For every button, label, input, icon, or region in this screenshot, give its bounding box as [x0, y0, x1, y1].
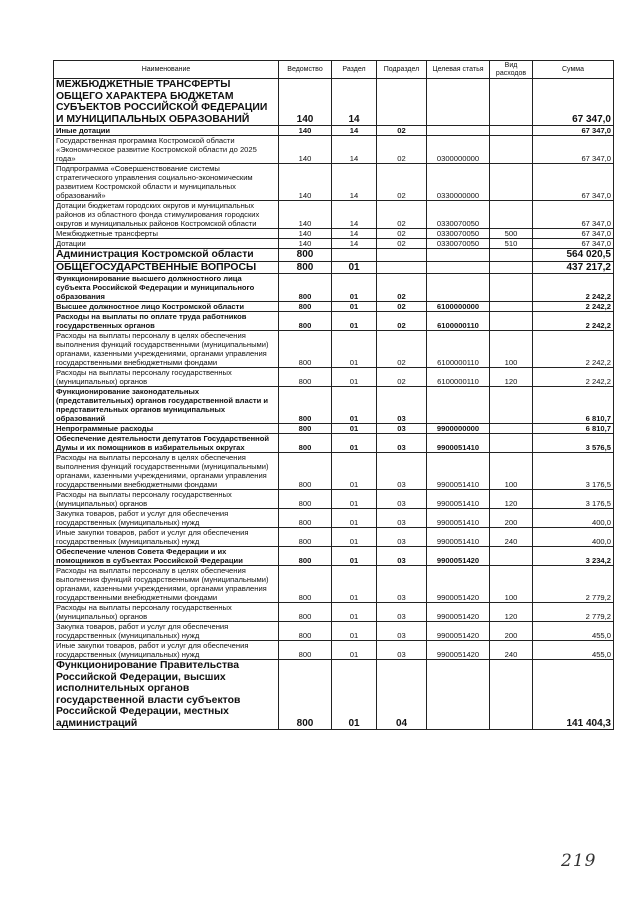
cell-amount: 67 347,0 — [533, 136, 614, 164]
cell-expense-type: 200 — [490, 622, 533, 641]
cell-name: Государственная программа Костромской области «Экономическое развитие Костромской области до 2025 года» — [54, 136, 279, 164]
cell-name: Высшее должностное лицо Костромской области — [54, 302, 279, 312]
cell-expense-type — [490, 164, 533, 201]
cell-amount: 67 347,0 — [533, 126, 614, 136]
cell-expense-type: 120 — [490, 368, 533, 387]
cell-amount: 67 347,0 — [533, 79, 614, 126]
cell-expense-type: 100 — [490, 453, 533, 490]
header-department: Ведомство — [279, 61, 332, 79]
cell-department: 140 — [279, 229, 332, 239]
cell-section: 01 — [332, 274, 377, 302]
cell-target-article: 9900051420 — [427, 547, 490, 566]
cell-amount: 2 779,2 — [533, 603, 614, 622]
cell-expense-type — [490, 79, 533, 126]
cell-amount: 400,0 — [533, 509, 614, 528]
cell-subsection: 04 — [377, 660, 427, 730]
cell-expense-type — [490, 547, 533, 566]
table-row — [54, 261, 614, 274]
header-name: Наименование — [54, 61, 279, 79]
cell-subsection: 02 — [377, 368, 427, 387]
cell-expense-type — [490, 424, 533, 434]
cell-expense-type: 240 — [490, 528, 533, 547]
cell-subsection: 03 — [377, 641, 427, 660]
table-row — [54, 622, 614, 641]
cell-expense-type — [490, 201, 533, 229]
cell-target-article — [427, 249, 490, 262]
cell-department: 140 — [279, 79, 332, 126]
cell-expense-type — [490, 434, 533, 453]
cell-amount: 2 242,2 — [533, 312, 614, 331]
cell-name: Дотации — [54, 239, 279, 249]
cell-amount: 3 176,5 — [533, 453, 614, 490]
cell-department: 140 — [279, 126, 332, 136]
cell-amount: 141 404,3 — [533, 660, 614, 730]
cell-subsection: 03 — [377, 528, 427, 547]
cell-name: Расходы на выплаты персоналу в целях обеспечения выполнения функций государственными (муниципальными) органами, казенными учреждениями, органами управления государственными внебюджетными фондами — [54, 566, 279, 603]
cell-expense-type: 120 — [490, 603, 533, 622]
cell-name: Функционирование законодательных (представительных) органов государственной власти и представительных органов муниципальных образований — [54, 387, 279, 424]
cell-department: 800 — [279, 312, 332, 331]
cell-section — [332, 249, 377, 262]
cell-section: 14 — [332, 136, 377, 164]
cell-subsection: 03 — [377, 453, 427, 490]
cell-subsection: 02 — [377, 312, 427, 331]
cell-expense-type — [490, 312, 533, 331]
cell-expense-type — [490, 660, 533, 730]
cell-section: 01 — [332, 660, 377, 730]
cell-target-article: 0330070050 — [427, 239, 490, 249]
table-row — [54, 509, 614, 528]
cell-amount: 3 234,2 — [533, 547, 614, 566]
cell-section: 14 — [332, 126, 377, 136]
cell-subsection: 02 — [377, 126, 427, 136]
cell-subsection: 02 — [377, 274, 427, 302]
cell-department: 800 — [279, 490, 332, 509]
table-row — [54, 490, 614, 509]
cell-section: 01 — [332, 368, 377, 387]
table-row — [54, 547, 614, 566]
table-row — [54, 528, 614, 547]
cell-name: Непрограммные расходы — [54, 424, 279, 434]
table-row — [54, 603, 614, 622]
cell-target-article: 9900051410 — [427, 509, 490, 528]
cell-section: 14 — [332, 79, 377, 126]
cell-department: 800 — [279, 261, 332, 274]
cell-target-article: 9900051410 — [427, 453, 490, 490]
table-row — [54, 164, 614, 201]
cell-section: 01 — [332, 434, 377, 453]
cell-subsection: 02 — [377, 136, 427, 164]
cell-subsection: 02 — [377, 302, 427, 312]
table-row — [54, 302, 614, 312]
cell-section: 01 — [332, 331, 377, 368]
header-amount: Сумма — [533, 61, 614, 79]
table-row — [54, 126, 614, 136]
cell-expense-type — [490, 249, 533, 262]
cell-section: 14 — [332, 164, 377, 201]
cell-amount: 67 347,0 — [533, 201, 614, 229]
cell-section: 14 — [332, 201, 377, 229]
cell-department: 800 — [279, 331, 332, 368]
cell-expense-type: 100 — [490, 566, 533, 603]
cell-target-article: 0330070050 — [427, 229, 490, 239]
cell-subsection: 03 — [377, 566, 427, 603]
cell-name: ОБЩЕГОСУДАРСТВЕННЫЕ ВОПРОСЫ — [54, 261, 279, 274]
cell-department: 800 — [279, 387, 332, 424]
table-row — [54, 79, 614, 126]
cell-section: 01 — [332, 312, 377, 331]
cell-subsection: 02 — [377, 229, 427, 239]
cell-expense-type — [490, 302, 533, 312]
cell-subsection: 03 — [377, 424, 427, 434]
cell-expense-type: 120 — [490, 490, 533, 509]
cell-name: Иные дотации — [54, 126, 279, 136]
cell-target-article — [427, 79, 490, 126]
cell-target-article — [427, 261, 490, 274]
cell-amount: 564 020,5 — [533, 249, 614, 262]
table-header-row — [54, 61, 614, 79]
cell-amount: 3 176,5 — [533, 490, 614, 509]
cell-target-article — [427, 274, 490, 302]
cell-target-article: 0300000000 — [427, 136, 490, 164]
table-row — [54, 312, 614, 331]
cell-expense-type — [490, 274, 533, 302]
cell-department: 800 — [279, 660, 332, 730]
cell-department: 800 — [279, 547, 332, 566]
table-row — [54, 249, 614, 262]
cell-name: Расходы на выплаты персоналу государственных (муниципальных) органов — [54, 368, 279, 387]
cell-department: 800 — [279, 434, 332, 453]
cell-department: 800 — [279, 622, 332, 641]
cell-department: 800 — [279, 509, 332, 528]
cell-department: 800 — [279, 603, 332, 622]
cell-name: Расходы на выплаты персоналу государственных (муниципальных) органов — [54, 490, 279, 509]
cell-section: 01 — [332, 490, 377, 509]
table-row — [54, 434, 614, 453]
cell-name: МЕЖБЮДЖЕТНЫЕ ТРАНСФЕРТЫ ОБЩЕГО ХАРАКТЕРА БЮДЖЕТАМ СУБЪЕКТОВ РОССИЙСКОЙ ФЕДЕРАЦИИ И МУНИЦИПАЛЬНЫХ ОБРАЗОВАНИЙ — [54, 79, 279, 126]
cell-target-article: 9900051420 — [427, 566, 490, 603]
cell-section: 01 — [332, 261, 377, 274]
cell-expense-type — [490, 126, 533, 136]
cell-amount: 2 242,2 — [533, 368, 614, 387]
cell-section: 01 — [332, 387, 377, 424]
cell-name: Закупка товаров, работ и услуг для обеспечения государственных (муниципальных) нужд — [54, 622, 279, 641]
cell-name: Обеспечение деятельности депутатов Государственной Думы и их помощников в избирательных округах — [54, 434, 279, 453]
cell-target-article — [427, 387, 490, 424]
cell-section: 01 — [332, 603, 377, 622]
cell-department: 800 — [279, 528, 332, 547]
table-row — [54, 660, 614, 730]
cell-name: Расходы на выплаты по оплате труда работников государственных органов — [54, 312, 279, 331]
cell-amount: 67 347,0 — [533, 229, 614, 239]
cell-amount: 2 242,2 — [533, 302, 614, 312]
cell-target-article: 6100000000 — [427, 302, 490, 312]
cell-department: 140 — [279, 136, 332, 164]
cell-section: 01 — [332, 566, 377, 603]
cell-subsection: 02 — [377, 239, 427, 249]
cell-subsection: 03 — [377, 509, 427, 528]
cell-target-article: 9900051420 — [427, 622, 490, 641]
cell-subsection: 03 — [377, 434, 427, 453]
cell-section: 14 — [332, 229, 377, 239]
cell-subsection: 02 — [377, 201, 427, 229]
table-row — [54, 201, 614, 229]
cell-amount: 2 242,2 — [533, 331, 614, 368]
cell-target-article: 9900051420 — [427, 603, 490, 622]
cell-name: Расходы на выплаты персоналу в целях обеспечения выполнения функций государственными (муниципальными) органами, казенными учреждениями, органами управления государственными внебюджетными фондами — [54, 453, 279, 490]
table-row — [54, 229, 614, 239]
cell-subsection: 03 — [377, 387, 427, 424]
cell-name: Подпрограмма «Совершенствование системы стратегического управления социально-экономическим развитием Костромской области и муниципальных образований» — [54, 164, 279, 201]
header-subsection: Подраздел — [377, 61, 427, 79]
cell-department: 800 — [279, 641, 332, 660]
cell-expense-type — [490, 387, 533, 424]
cell-target-article: 9900051410 — [427, 528, 490, 547]
cell-department: 140 — [279, 201, 332, 229]
cell-name: Иные закупки товаров, работ и услуг для обеспечения государственных (муниципальных) нужд — [54, 528, 279, 547]
cell-department: 140 — [279, 164, 332, 201]
cell-expense-type: 510 — [490, 239, 533, 249]
cell-target-article: 6100000110 — [427, 331, 490, 368]
cell-expense-type: 240 — [490, 641, 533, 660]
cell-target-article: 9900000000 — [427, 424, 490, 434]
cell-section: 01 — [332, 509, 377, 528]
cell-department: 800 — [279, 453, 332, 490]
cell-target-article — [427, 660, 490, 730]
cell-section: 01 — [332, 528, 377, 547]
cell-amount: 3 576,5 — [533, 434, 614, 453]
cell-target-article: 6100000110 — [427, 312, 490, 331]
cell-subsection: 03 — [377, 547, 427, 566]
cell-subsection: 02 — [377, 164, 427, 201]
cell-name: Расходы на выплаты персоналу государственных (муниципальных) органов — [54, 603, 279, 622]
cell-amount: 400,0 — [533, 528, 614, 547]
cell-amount: 6 810,7 — [533, 387, 614, 424]
budget-table — [53, 60, 614, 730]
cell-expense-type — [490, 136, 533, 164]
cell-subsection — [377, 79, 427, 126]
cell-amount: 6 810,7 — [533, 424, 614, 434]
table-row — [54, 274, 614, 302]
header-target-article: Целевая статья — [427, 61, 490, 79]
cell-target-article: 9900051420 — [427, 641, 490, 660]
cell-expense-type: 100 — [490, 331, 533, 368]
cell-department: 800 — [279, 566, 332, 603]
cell-department: 800 — [279, 424, 332, 434]
table-row — [54, 331, 614, 368]
table-row — [54, 136, 614, 164]
cell-target-article — [427, 126, 490, 136]
cell-amount: 67 347,0 — [533, 239, 614, 249]
cell-name: Обеспечение членов Совета Федерации и их помощников в субъектах Российской Федерации — [54, 547, 279, 566]
cell-amount: 2 779,2 — [533, 566, 614, 603]
cell-amount: 455,0 — [533, 622, 614, 641]
cell-department: 800 — [279, 249, 332, 262]
table-row — [54, 566, 614, 603]
cell-subsection — [377, 249, 427, 262]
cell-department: 140 — [279, 239, 332, 249]
cell-section: 01 — [332, 453, 377, 490]
cell-name: Закупка товаров, работ и услуг для обеспечения государственных (муниципальных) нужд — [54, 509, 279, 528]
cell-amount: 2 242,2 — [533, 274, 614, 302]
table-row — [54, 368, 614, 387]
cell-department: 800 — [279, 274, 332, 302]
table-row — [54, 387, 614, 424]
cell-subsection: 03 — [377, 622, 427, 641]
cell-department: 800 — [279, 302, 332, 312]
cell-section: 01 — [332, 547, 377, 566]
cell-name: Функционирование Правительства Российской Федерации, высших исполнительных органов государственной власти субъектов Российской Федерации, местных администраций — [54, 660, 279, 730]
cell-target-article: 0330070050 — [427, 201, 490, 229]
cell-name: Иные закупки товаров, работ и услуг для обеспечения государственных (муниципальных) нужд — [54, 641, 279, 660]
cell-section: 01 — [332, 424, 377, 434]
cell-name: Дотации бюджетам городских округов и муниципальных районов из областного фонда стимулирования городских округов и муниципальных районов Костромской области — [54, 201, 279, 229]
cell-name: Администрация Костромской области — [54, 249, 279, 262]
cell-section: 01 — [332, 622, 377, 641]
cell-subsection: 03 — [377, 603, 427, 622]
page-number: 219 — [561, 851, 597, 871]
cell-name: Межбюджетные трансферты — [54, 229, 279, 239]
cell-name: Функционирование высшего должностного лица субъекта Российской Федерации и муниципального образования — [54, 274, 279, 302]
header-expense-type: Вид расходов — [490, 61, 533, 79]
cell-target-article: 0330000000 — [427, 164, 490, 201]
cell-expense-type: 500 — [490, 229, 533, 239]
cell-expense-type: 200 — [490, 509, 533, 528]
table-row — [54, 641, 614, 660]
cell-name: Расходы на выплаты персоналу в целях обеспечения выполнения функций государственными (муниципальными) органами, казенными учреждениями, органами управления государственными внебюджетными фондами — [54, 331, 279, 368]
cell-amount: 437 217,2 — [533, 261, 614, 274]
cell-amount: 455,0 — [533, 641, 614, 660]
cell-subsection: 02 — [377, 331, 427, 368]
cell-section: 01 — [332, 641, 377, 660]
cell-section: 14 — [332, 239, 377, 249]
cell-amount: 67 347,0 — [533, 164, 614, 201]
table-row — [54, 453, 614, 490]
table-row — [54, 424, 614, 434]
cell-target-article: 6100000110 — [427, 368, 490, 387]
cell-department: 800 — [279, 368, 332, 387]
cell-subsection: 03 — [377, 490, 427, 509]
header-section: Раздел — [332, 61, 377, 79]
cell-expense-type — [490, 261, 533, 274]
cell-section: 01 — [332, 302, 377, 312]
cell-target-article: 9900051410 — [427, 490, 490, 509]
cell-subsection — [377, 261, 427, 274]
cell-target-article: 9900051410 — [427, 434, 490, 453]
table-row — [54, 239, 614, 249]
